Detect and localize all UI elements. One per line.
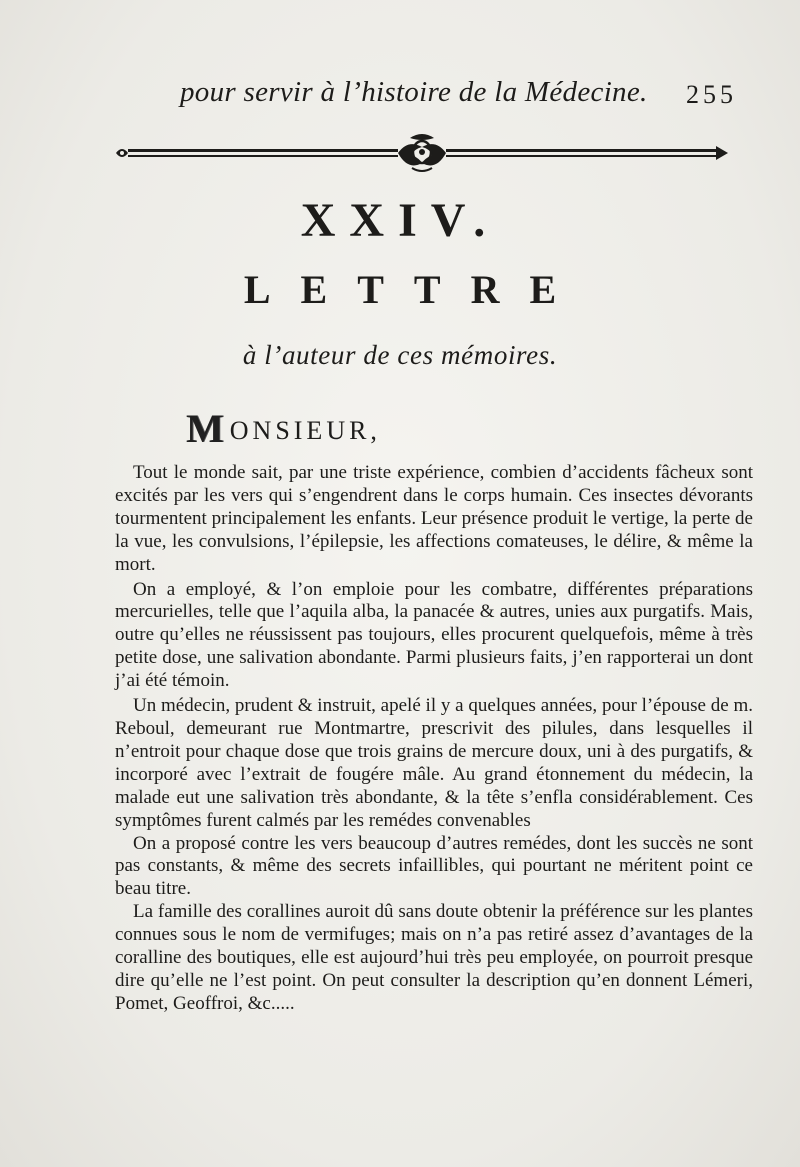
running-title: pour servir à l’histoire de la Médecine.	[180, 76, 648, 108]
chapter-number: XXIV.	[300, 194, 500, 247]
chapter-title: LETTRE	[243, 267, 587, 312]
running-header	[0, 72, 800, 112]
salutation-rest: ONSIEUR,	[229, 416, 381, 445]
paragraph: On a proposé contre les vers beaucoup d’autres remédes, dont les succès ne sont pas constants, & même des secrets infaillibles, qui pourtant ne méritent point ce beau titre.	[115, 832, 753, 900]
salutation	[186, 405, 381, 452]
paragraph: La famille des corallines auroit dû sans doute obtenir la préférence sur les plantes connues sous le nom de vermifuges; mais on n’a pas retiré assez d’avantages de la coralline des boutiques, elle est aujourd’hui très peu employée, on pourroit presque dire qu’elle ne l’est point. On peut consulter la description qu’en donnent Lémeri, Pomet, Geoffroi, &c.....	[115, 901, 753, 1014]
paragraph: On a employé, & l’on emploie pour les combatre, différentes préparations mercurielles, telle que l’aquila alba, la panacée & autres, unies aux purgatifs. Mais, outre qu’elles ne réussissent pas toujours, elles procurent quelquefois, même à très petite dose, une salivation abondante. Parmi plusieurs faits, j’en rapporterai un dont j’ai été témoin.	[115, 578, 753, 692]
drop-cap-initial: M	[186, 406, 228, 451]
letter-address: à l’auteur de ces mémoires.	[242, 340, 558, 370]
paragraph: Un médecin, prudent & instruit, apelé il y a quelques années, pour l’épouse de m. Reboul, demeurant rue Montmartre, prescrivit des pilules, dans lesquelles il n’entroit pour chaque dose que trois grains de mercure doux, uni à des purgatifs, & incorporé avec l’extrait de fougére mâle. Au grand étonnement du médecin, la malade eut une salivation très abondante, & la tête s’enfla considérablement. Ces symptômes furent calmés par les remédes convenables	[115, 695, 753, 831]
letter-body	[115, 462, 753, 1016]
paragraph: Tout le monde sait, par une triste expérience, combien d’accidents fâcheux sont excités par les vers qui s’engendrent dans le corps humain. Ces insectes dévorants tourmentent principalement les enfants. Leur présence produit le vertige, la perte de la vue, les convulsions, l’épilepsie, les affections comateuses, le délire, & même la mort.	[115, 462, 753, 575]
decorative-rule-ornament	[114, 132, 730, 174]
page-number: 255	[686, 80, 737, 109]
